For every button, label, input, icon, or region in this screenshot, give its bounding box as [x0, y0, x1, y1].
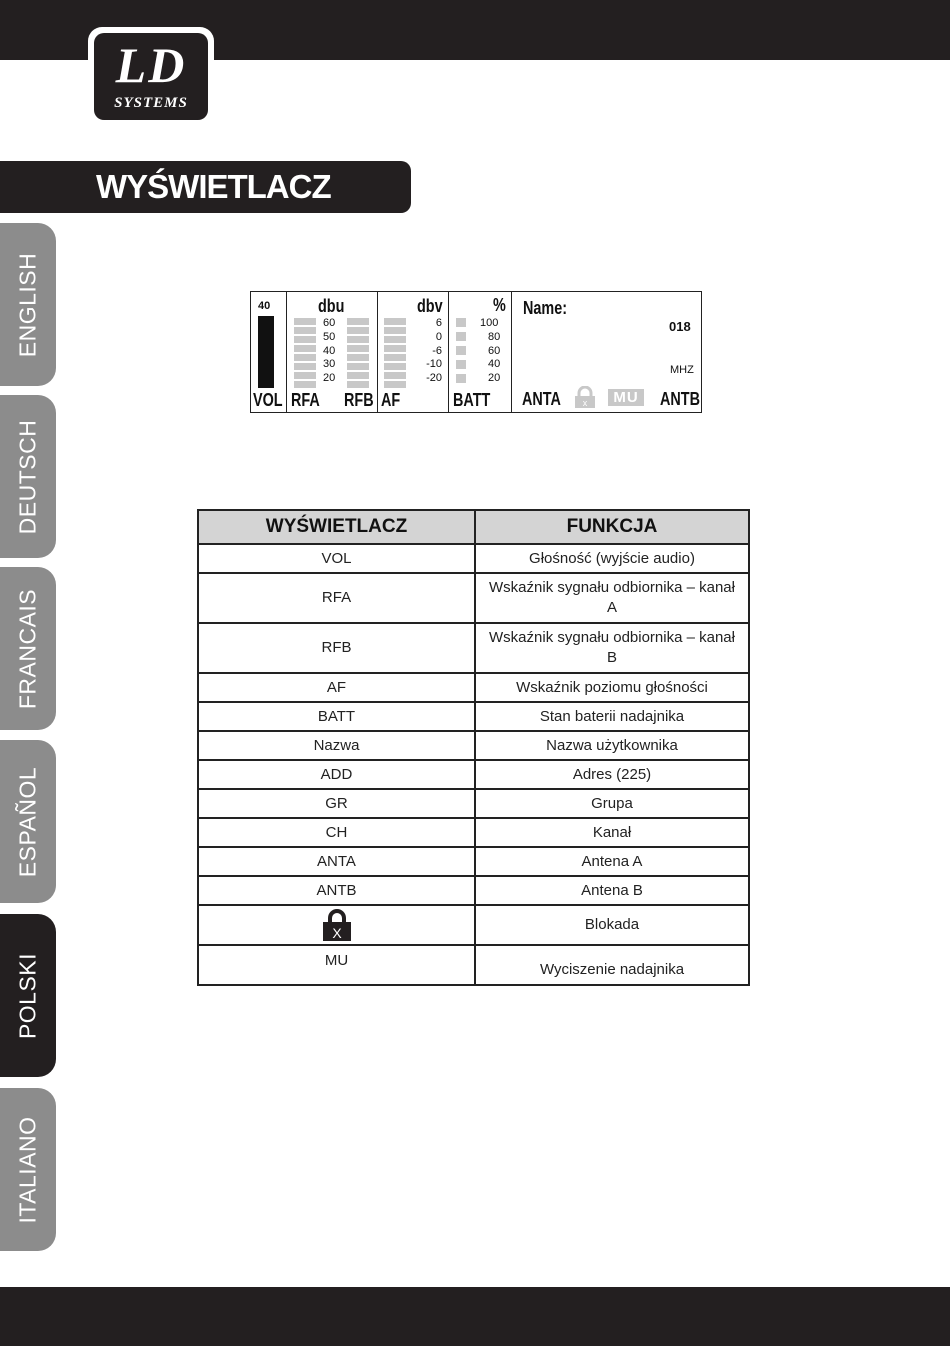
- lock-icon: [322, 909, 352, 941]
- function-cell: Wskaźnik sygnału odbiornika – kanał B: [475, 623, 749, 673]
- antb-label: ANTB: [660, 389, 700, 409]
- table-row: [198, 731, 749, 760]
- table-row: [198, 623, 749, 673]
- display-cell: [198, 905, 475, 945]
- af-label: AF: [381, 390, 401, 410]
- table-row: [198, 945, 749, 985]
- display-cell: Nazwa: [198, 731, 475, 760]
- table-row: [198, 702, 749, 731]
- dbu-tick: 40: [323, 345, 336, 357]
- channel-value: 018: [669, 319, 691, 334]
- table-row: [198, 760, 749, 789]
- dbv-tick: -6: [432, 345, 442, 357]
- display-cell: ADD: [198, 760, 475, 789]
- function-cell: Wskaźnik poziomu głośności: [475, 673, 749, 702]
- table-row: [198, 876, 749, 905]
- display-cell: ANTB: [198, 876, 475, 905]
- tab-label: FRANCAIS: [14, 588, 41, 709]
- lcd-display-diagram: [250, 291, 702, 413]
- batt-label: BATT: [453, 390, 491, 410]
- dbu-tick: 60: [323, 317, 336, 329]
- function-cell: Wyciszenie nadajnika: [475, 945, 749, 985]
- section-header: [0, 161, 411, 213]
- tab-italiano[interactable]: [0, 1088, 56, 1251]
- tab-deutsch[interactable]: [0, 395, 56, 558]
- tab-label: DEUTSCH: [14, 419, 41, 534]
- section-title: WYŚWIETLACZ: [96, 168, 331, 205]
- tab-label: ESPAÑOL: [14, 766, 41, 877]
- table-row: [198, 818, 749, 847]
- display-cell: CH: [198, 818, 475, 847]
- tab-polski[interactable]: [0, 914, 56, 1077]
- percent-unit: %: [493, 295, 506, 315]
- tab-label: ITALIANO: [14, 1115, 41, 1224]
- vol-label: VOL: [253, 390, 283, 410]
- vol-value: 40: [258, 300, 271, 312]
- table-row: [198, 673, 749, 702]
- tab-label: POLSKI: [14, 952, 41, 1039]
- function-cell: Nazwa użytkownika: [475, 731, 749, 760]
- display-cell: AF: [198, 673, 475, 702]
- percent-tick: 40: [488, 358, 501, 370]
- dbu-tick: 30: [323, 358, 336, 370]
- dbu-tick: 20: [323, 372, 336, 384]
- display-cell: RFA: [198, 573, 475, 623]
- function-cell: Głośność (wyjście audio): [475, 544, 749, 573]
- table-row: [198, 905, 749, 945]
- tab-francais[interactable]: [0, 567, 56, 730]
- rfa-label: RFA: [291, 390, 320, 410]
- freq-unit: MHZ: [670, 364, 694, 376]
- dbv-tick: -20: [426, 372, 442, 384]
- display-cell: VOL: [198, 544, 475, 573]
- display-cell: RFB: [198, 623, 475, 673]
- display-function-table: [197, 509, 750, 986]
- function-cell: Wskaźnik sygnału odbiornika – kanał A: [475, 573, 749, 623]
- bottom-bar: [0, 1287, 950, 1346]
- table-row: [198, 544, 749, 573]
- logo-main-text: LD: [115, 37, 187, 93]
- lock-icon-text: X: [331, 925, 342, 941]
- percent-tick: 60: [488, 345, 501, 357]
- lock-icon: [573, 386, 597, 409]
- dbu-tick: 50: [323, 331, 336, 343]
- function-cell: Blokada: [475, 905, 749, 945]
- table-row: [198, 847, 749, 876]
- function-cell: Stan baterii nadajnika: [475, 702, 749, 731]
- percent-tick: 100: [480, 317, 499, 329]
- dbv-unit: dbv: [417, 296, 443, 316]
- table-row: [198, 789, 749, 818]
- tab-english[interactable]: [0, 223, 56, 386]
- anta-label: ANTA: [522, 389, 561, 409]
- table-row: [198, 573, 749, 623]
- name-label: Name:: [523, 298, 568, 318]
- column-header-function: FUNKCJA: [475, 510, 749, 544]
- dbv-tick: 6: [435, 317, 442, 329]
- display-cell: GR: [198, 789, 475, 818]
- function-cell: Kanał: [475, 818, 749, 847]
- display-cell: MU: [198, 945, 475, 985]
- tab-espanol[interactable]: [0, 740, 56, 903]
- display-cell: BATT: [198, 702, 475, 731]
- display-cell: ANTA: [198, 847, 475, 876]
- function-cell: Antena B: [475, 876, 749, 905]
- dbv-tick: 0: [435, 331, 442, 343]
- function-cell: Antena A: [475, 847, 749, 876]
- column-header-display: WYŚWIETLACZ: [198, 510, 475, 544]
- function-cell: Adres (225): [475, 760, 749, 789]
- lock-glyph: x: [582, 398, 588, 408]
- percent-tick: 80: [488, 331, 501, 343]
- dbu-unit: dbu: [318, 296, 345, 316]
- dbv-tick: -10: [426, 358, 442, 370]
- ld-systems-logo: [88, 27, 214, 126]
- mute-label: MU: [613, 389, 639, 406]
- tab-label: ENGLISH: [14, 252, 41, 357]
- percent-tick: 20: [488, 372, 501, 384]
- vol-level-bar: [258, 316, 274, 388]
- logo-sub-text: SYSTEMS: [114, 95, 188, 111]
- rfb-label: RFB: [344, 390, 374, 410]
- function-cell: Grupa: [475, 789, 749, 818]
